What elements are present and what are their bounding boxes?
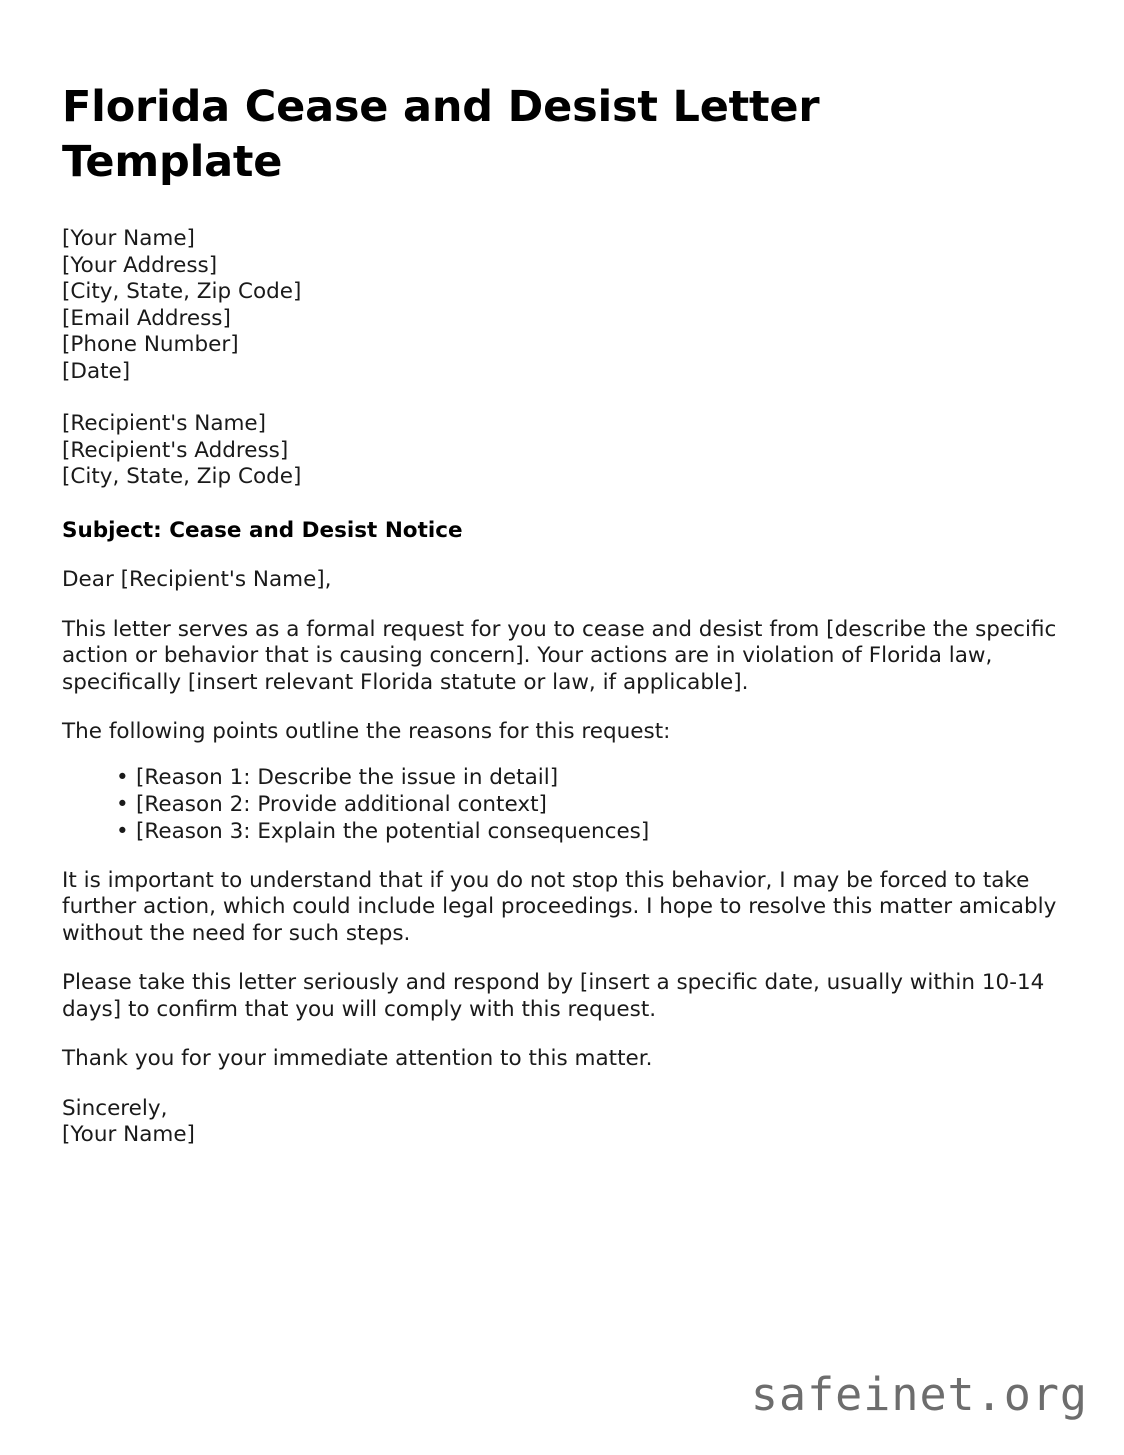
sender-address-block bbox=[62, 226, 1062, 385]
watermark: safeinet.org bbox=[750, 1368, 1088, 1421]
bullet-icon: • bbox=[116, 818, 129, 844]
sender-line: [Your Address] bbox=[62, 252, 218, 278]
reasons-intro: The following points outline the reasons for this request: bbox=[62, 719, 671, 744]
signature-name: [Your Name] bbox=[62, 1122, 195, 1147]
list-item-label: [Reason 3: Explain the potential consequences] bbox=[136, 818, 650, 844]
list-item-label: [Reason 2: Provide additional context] bbox=[136, 791, 547, 817]
closing-block bbox=[62, 1096, 1062, 1149]
recipient-address-block bbox=[62, 411, 1062, 491]
list-item bbox=[116, 818, 1062, 845]
page-title: Florida Cease and Desist Letter Template bbox=[62, 82, 820, 187]
sender-line: [City, State, Zip Code] bbox=[62, 279, 302, 304]
list-item bbox=[116, 791, 1062, 818]
list-item-label: [Reason 1: Describe the issue in detail] bbox=[136, 764, 559, 790]
body-paragraph-3: Please take this letter seriously and respond by [insert a specific date, usually within 10-14 days] to confirm that you will comply with this request. bbox=[62, 970, 1045, 1022]
recipient-line: [Recipient's Name] bbox=[62, 411, 267, 436]
sender-line: [Email Address] bbox=[62, 305, 231, 331]
body-paragraph-2: It is important to understand that if you do not stop this behavior, I may be forced to take further action, which could include legal proceedings. I hope to resolve this matter amicably without the need for such steps. bbox=[62, 867, 1057, 946]
subject-line: Subject: Cease and Desist Notice bbox=[62, 517, 463, 543]
recipient-line: [Recipient's Address] bbox=[62, 437, 289, 463]
reasons-list bbox=[62, 764, 1062, 845]
body-paragraph-4: Thank you for your immediate attention to this matter. bbox=[62, 1046, 653, 1071]
body-paragraph-1: This letter serves as a formal request for you to cease and desist from [describe the specific action or behavior that is causing concern]. Your actions are in violation of Florida law, specifically [insert relevant Florida statute or law, if applicable]. bbox=[62, 616, 1057, 695]
list-item bbox=[116, 764, 1062, 791]
recipient-line: [City, State, Zip Code] bbox=[62, 464, 302, 489]
sender-line: [Phone Number] bbox=[62, 332, 239, 357]
sender-line: [Date] bbox=[62, 358, 131, 384]
bullet-icon: • bbox=[116, 791, 129, 817]
sender-line: [Your Name] bbox=[62, 226, 195, 251]
salutation: Dear [Recipient's Name], bbox=[62, 567, 332, 592]
closing-salutation: Sincerely, bbox=[62, 1095, 168, 1121]
bullet-icon: • bbox=[116, 764, 129, 790]
